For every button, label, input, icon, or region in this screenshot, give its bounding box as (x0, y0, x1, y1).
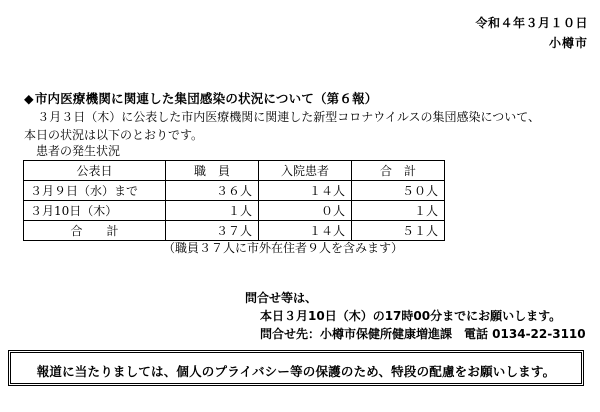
cell-inpatients: １４人 (259, 181, 352, 201)
privacy-notice-text: 報道に当たりましては、個人のプライバシー等の保護のため、特段の配慮をお願いします。 (36, 364, 556, 379)
table-caption: 患者の発生状況 (36, 144, 121, 158)
heading-title: 市内医療機関に関連した集団感染の状況について（第６報） (34, 91, 378, 106)
cell-date: ３月10日（木） (24, 201, 166, 221)
intro-paragraph (24, 108, 590, 144)
cell-total: ５０人 (352, 181, 445, 201)
diamond-bullet-icon: ◆ (24, 91, 34, 106)
table-total-row (24, 221, 445, 241)
contact-department: 問合せ先：小樽市保健所健康増進課 電話 0134-22-3110 (260, 327, 586, 341)
intro-line-1: ３月３日（木）に公表した市内医療機関に関連した新型コロナウイルスの集団感染について、 (37, 110, 540, 124)
column-header-date: 公表日 (24, 161, 166, 181)
cell-total-label: 合 計 (24, 221, 166, 241)
column-header-inpatients: 入院患者 (259, 161, 352, 181)
cell-staff: ３６人 (166, 181, 259, 201)
cell-inpatients: ０人 (259, 201, 352, 221)
intro-line-2: 本日の状況は以下のとおりです。 (24, 128, 204, 142)
cell-total: １人 (352, 201, 445, 221)
contact-heading: 問合せ等は、 (245, 291, 318, 305)
document-heading (24, 89, 377, 107)
column-header-staff: 職 員 (166, 161, 259, 181)
document-date: 令和４年３月１０日 (475, 16, 588, 30)
cell-inpatients-total: １４人 (259, 221, 352, 241)
cases-table (23, 160, 445, 241)
issuer-name: 小樽市 (548, 36, 588, 50)
table-header-row (24, 161, 445, 181)
contact-hours: 本日３月10日（木）の17時00分までにお願いします。 (260, 309, 562, 323)
table-footnote: （職員３７人に市外在住者９人を含みます） (163, 241, 404, 255)
cell-grand-total: ５１人 (352, 221, 445, 241)
cell-date: ３月９日（水）まで (24, 181, 166, 201)
table-row (24, 201, 445, 221)
privacy-notice-box (8, 350, 584, 386)
cell-staff-total: ３７人 (166, 221, 259, 241)
cell-staff: １人 (166, 201, 259, 221)
column-header-total: 合 計 (352, 161, 445, 181)
table-row (24, 181, 445, 201)
